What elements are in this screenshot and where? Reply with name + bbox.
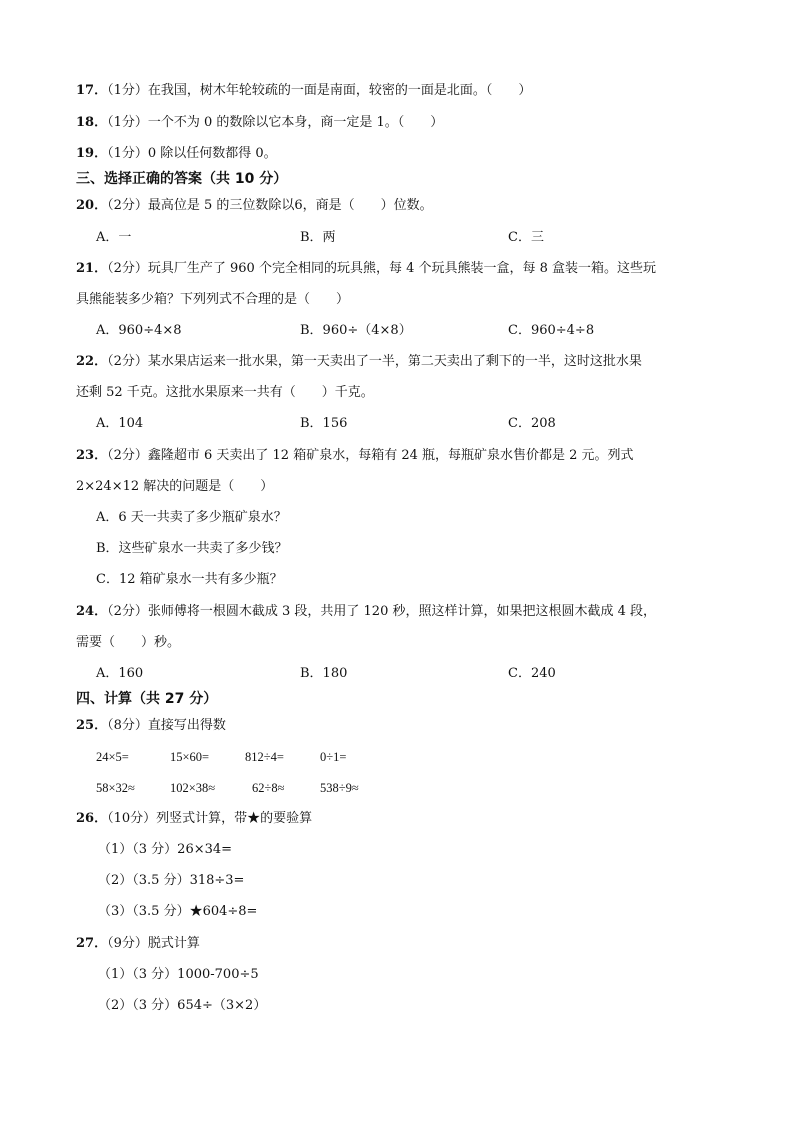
question-27	[76, 935, 200, 953]
question-21-line2: 具熊能装多少箱？下列列式不合理的是（ ）	[76, 292, 350, 307]
question-number: 20．	[76, 198, 108, 213]
question-18	[76, 114, 443, 132]
sub-question: （1）（3 分）26×34=	[98, 842, 233, 857]
question-number: 23．	[76, 448, 108, 463]
option-c: C．208	[508, 416, 556, 431]
option-b: B．180	[300, 666, 348, 681]
question-22	[76, 353, 642, 371]
option-b: B．960÷（4×8）	[300, 323, 412, 338]
question-21	[76, 260, 656, 278]
question-23	[76, 447, 634, 465]
sub-question: （2）（3 分）654÷（3×2）	[98, 998, 267, 1013]
option-a: A．160	[96, 666, 144, 681]
question-23-line2: 2×24×12 解决的问题是（ ）	[76, 479, 274, 494]
question-text: （1分）一个不为 0 的数除以它本身，商一定是 1。（ ）	[107, 115, 444, 130]
question-number: 22．	[76, 354, 108, 369]
question-number: 25．	[76, 718, 108, 733]
option-b: B．这些矿泉水一共卖了多少钱？	[96, 541, 288, 556]
option-c: C．240	[508, 666, 556, 681]
option-b: B．156	[300, 416, 348, 431]
sub-question: （1）（3 分）1000-700÷5	[98, 967, 259, 982]
calc-item: 24×5=	[96, 750, 129, 764]
calc-item: 812÷4=	[245, 750, 284, 764]
calc-item: 538÷9≈	[320, 781, 359, 795]
question-number: 18．	[76, 115, 108, 130]
calc-item: 58×32≈	[96, 781, 135, 795]
option-b: B．两	[300, 230, 336, 245]
option-a: A．6 天一共卖了多少瓶矿泉水？	[96, 510, 287, 525]
question-number: 26．	[76, 811, 108, 826]
question-20	[76, 197, 433, 215]
option-a: A．一	[96, 230, 132, 245]
calc-item: 62÷8≈	[252, 781, 285, 795]
question-text-line1: （2分）鑫隆超市 6 天卖出了 12 箱矿泉水，每箱有 24 瓶，每瓶矿泉水售价都是 2 元。列式	[107, 448, 634, 463]
calc-item: 0÷1=	[320, 750, 347, 764]
question-text: （10分）列竖式计算，带★的要验算	[107, 811, 313, 826]
question-number: 19．	[76, 146, 108, 161]
section-heading-3: 三、选择正确的答案（共 10 分）	[76, 171, 288, 187]
question-text: （1分）0 除以任何数都得 0。	[107, 146, 277, 161]
question-19	[76, 145, 277, 163]
question-text: （2分）最高位是 5 的三位数除以6，商是（ ）位数。	[107, 198, 433, 213]
calc-item: 15×60=	[170, 750, 210, 764]
question-number: 17．	[76, 83, 108, 98]
option-c: C．960÷4÷8	[508, 323, 595, 338]
question-text-line1: （2分）张师傅将一根圆木截成 3 段，共用了 120 秒，照这样计算，如果把这根圆木截成 4 段，	[107, 604, 657, 619]
question-text-line1: （2分）某水果店运来一批水果，第一天卖出了一半，第二天卖出了剩下的一半，这时这批水果	[107, 354, 642, 369]
question-number: 24．	[76, 604, 108, 619]
option-c: C．12 箱矿泉水一共有多少瓶？	[96, 572, 283, 587]
question-24-line2: 需要（ ）秒。	[76, 635, 181, 650]
question-number: 27．	[76, 936, 108, 951]
question-24	[76, 603, 656, 621]
option-a: A．104	[96, 416, 144, 431]
question-number: 21．	[76, 261, 108, 276]
sub-question: （3）（3.5 分）★604÷8=	[98, 904, 258, 919]
section-heading-4: 四、计算（共 27 分）	[76, 691, 218, 707]
question-25	[76, 717, 226, 735]
calc-item: 102×38≈	[170, 781, 216, 795]
option-a: A．960÷4×8	[96, 323, 182, 338]
question-text-line1: （2分）玩具厂生产了 960 个完全相同的玩具熊，每 4 个玩具熊装一盒，每 8 盒装一箱。这些玩	[107, 261, 657, 276]
sub-question: （2）（3.5 分）318÷3=	[98, 873, 245, 888]
question-text: （8分）直接写出得数	[107, 718, 226, 733]
option-c: C．三	[508, 230, 544, 245]
question-22-line2: 还剩 52 千克。这批水果原来一共有（ ）千克。	[76, 385, 374, 400]
question-text: （1分）在我国，树木年轮较疏的一面是南面，较密的一面是北面。（ ）	[107, 83, 532, 98]
question-17	[76, 82, 531, 100]
question-text: （9分）脱式计算	[107, 936, 200, 951]
question-26	[76, 810, 312, 828]
